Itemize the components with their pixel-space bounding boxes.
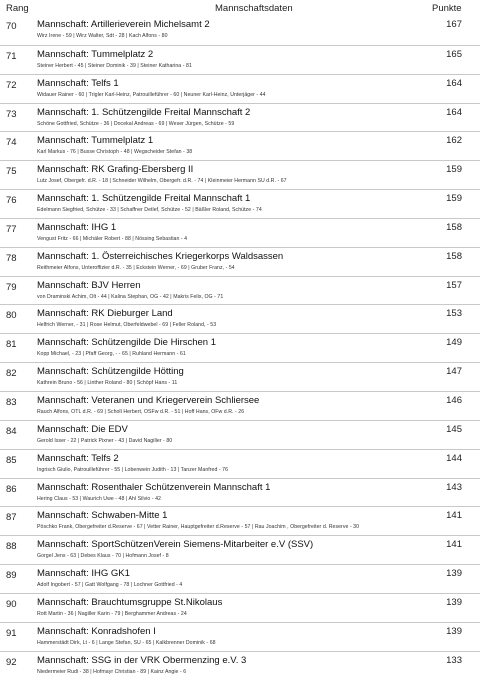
team-name: Mannschaft: Telfs 2 (37, 452, 119, 464)
rank-cell: 85 (6, 454, 17, 466)
points-cell: 165 (446, 48, 462, 60)
team-name: Mannschaft: Brauchtumsgruppe St.Nikolaus (37, 596, 223, 608)
team-members: Karl Markus - 76 | Busse Christoph - 48 | Wegscheider Stefan - 38 (37, 149, 193, 156)
team-name: Mannschaft: Tummelplatz 2 (37, 48, 154, 60)
team-name: Mannschaft: SSG in der VRK Obermenzing e.V. 3 (37, 654, 247, 666)
rank-cell: 78 (6, 252, 17, 264)
table-row (0, 218, 480, 247)
team-name: Mannschaft: 1. Schützengilde Freital Mannschaft 2 (37, 106, 251, 118)
team-members: Adolf Ingobert - 57 | Gatt Wolfgang - 78 | Lochner Gottfried - 4 (37, 582, 183, 589)
table-row (0, 103, 480, 132)
team-members: Kathrein Bruno - 56 | Linther Roland - 80 | Schöpf Hans - 11 (37, 380, 178, 387)
points-cell: 139 (446, 596, 462, 608)
points-cell: 162 (446, 135, 462, 147)
rank-cell: 90 (6, 598, 17, 610)
team-members: Lutz Josef, Obergefr. d.R. - 18 | Schneider Wilhelm, Obergefr. d.R. - 74 | Kleinmeier Hermann SU d.R. - 67 (37, 178, 287, 185)
team-members: Ingrisch Giulio, Patrouilleführer - 55 | Lobenwein Judith - 13 | Tanzer Manfred - 76 (37, 466, 229, 473)
rank-cell: 80 (6, 310, 17, 322)
team-members: Gorgel Jens - 63 | Debes Klaus - 70 | Hofmann Josef - 8 (37, 553, 169, 560)
points-cell: 158 (446, 221, 462, 233)
rank-cell: 92 (6, 656, 17, 668)
rank-cell: 86 (6, 483, 17, 495)
table-row (0, 651, 480, 680)
team-name: Mannschaft: BJV Herren (37, 279, 141, 291)
rank-cell: 91 (6, 627, 17, 639)
ranking-table (0, 16, 480, 679)
rank-cell: 74 (6, 137, 17, 149)
rank-cell: 87 (6, 512, 17, 524)
table-row (0, 45, 480, 74)
table-row (0, 333, 480, 362)
table-row (0, 16, 480, 45)
team-members: Steiner Herbert - 45 | Steiner Dominik - 39 | Steiner Katharina - 81 (37, 62, 192, 69)
team-name: Mannschaft: SportSchützenVerein Siemens-Mitarbeiter e.V (SSV) (37, 539, 314, 551)
table-row (0, 247, 480, 276)
team-name: Mannschaft: IHG 1 (37, 221, 117, 233)
team-name: Mannschaft: Schwaben-Mitte 1 (37, 510, 168, 522)
table-row (0, 391, 480, 420)
team-members: Kopp Michael, - 23 | Pfaff Georg, - - 65 | Ruhland Hermann - 61 (37, 351, 186, 358)
points-cell: 158 (446, 250, 462, 262)
team-members: Hering Claus - 53 | Waurich Uwe - 48 | Ahl Silvio - 42 (37, 495, 161, 502)
team-name: Mannschaft: Artillerieverein Michelsamt 2 (37, 19, 210, 30)
table-row (0, 276, 480, 305)
rank-cell: 89 (6, 570, 17, 582)
table-row (0, 564, 480, 593)
team-members: Helfrich Werner, - 31 | Rose Helmut, Oberfeldwebel - 69 | Feller Roland, - 53 (37, 322, 217, 329)
table-row (0, 506, 480, 535)
table-row (0, 535, 480, 564)
rank-cell: 76 (6, 195, 17, 207)
team-members: Hammerstädt Dirk, Lt - 6 | Lange Stefan, SU - 65 | Kalkbrenner Dominik - 68 (37, 639, 216, 646)
points-cell: 145 (446, 423, 462, 435)
points-cell: 141 (446, 510, 462, 522)
points-cell: 144 (446, 452, 462, 464)
team-members: Widauer Rainer - 60 | Trigler Karl-Heinz, Patrouilleführer - 60 | Neuner Karl-Heinz, Unterjäger - 44 (37, 91, 266, 98)
points-cell: 139 (446, 625, 462, 637)
points-cell: 133 (446, 654, 462, 666)
points-cell: 164 (446, 106, 462, 118)
column-header-points: Punkte (432, 3, 462, 14)
table-row (0, 622, 480, 651)
team-members: Schöne Gottfried, Schütze - 36 | Docekal Andreas - 69 | Weser Jürgen, Schütze - 59 (37, 120, 235, 127)
column-header-rank: Rang (6, 3, 29, 14)
table-row (0, 478, 480, 507)
team-members: Niedermeier Rudi - 38 | Hofmayr Christian - 89 | Kainz Angie - 6 (37, 668, 187, 675)
team-name: Mannschaft: 1. Schützengilde Freital Mannschaft 1 (37, 193, 251, 205)
points-cell: 143 (446, 481, 462, 493)
table-row (0, 449, 480, 478)
team-members: Gerold Isser - 22 | Patrick Pixner - 43 | David Nagiller - 80 (37, 437, 173, 444)
rank-cell: 72 (6, 79, 17, 91)
table-row (0, 593, 480, 622)
points-cell: 159 (446, 164, 462, 176)
rank-cell: 77 (6, 223, 17, 235)
team-name: Mannschaft: Tummelplatz 1 (37, 135, 154, 147)
team-members: Pöschko Frank, Obergefreiter d.Reserve - 67 | Vetter Rainer, Hauptgefreiter d.Reserve - 57 | Rau Joachim , Obergefreiter d. Reserve - 30 (37, 524, 360, 531)
team-name: Mannschaft: RK Grafing-Ebersberg II (37, 164, 194, 176)
team-name: Mannschaft: 1. Österreichisches Kriegerkorps Waldsassen (37, 250, 284, 262)
rank-cell: 75 (6, 166, 17, 178)
table-row (0, 131, 480, 160)
table-row (0, 362, 480, 391)
points-cell: 149 (446, 337, 462, 349)
team-name: Mannschaft: Die EDV (37, 423, 128, 435)
team-members: Rauch Alfons, OTL d.R. - 69 | Scholl Herbert, OSFw d.R. - 51 | Hoff Hans, OFw d.R. - 26 (37, 408, 245, 415)
rank-cell: 88 (6, 541, 17, 553)
points-cell: 159 (446, 193, 462, 205)
rank-cell: 83 (6, 396, 17, 408)
team-name: Mannschaft: Schützengilde Die Hirschen 1 (37, 337, 217, 349)
team-members: von Draminski Achim, Olt - 44 | Kalina Stephan, OG - 42 | Makris Felix, OG - 71 (37, 293, 224, 300)
table-row (0, 189, 480, 218)
team-members: Vengust Fritz - 66 | Michäler Robert - 88 | Nössing Sebastian - 4 (37, 235, 188, 242)
team-name: Mannschaft: Telfs 1 (37, 77, 119, 89)
points-cell: 139 (446, 568, 462, 580)
points-cell: 146 (446, 394, 462, 406)
rank-cell: 82 (6, 368, 17, 380)
points-cell: 153 (446, 308, 462, 320)
table-row (0, 160, 480, 189)
points-cell: 141 (446, 539, 462, 551)
team-members: Edelmann Siegfried, Schütze - 33 | Schaffner Detlef, Schütze - 52 | Bäßler Roland, Schütze - 74 (37, 207, 262, 214)
points-cell: 147 (446, 366, 462, 378)
team-members: Wirz Irene - 59 | Wirz Walter, Sdt - 28 | Kach Alfons - 80 (37, 33, 168, 39)
points-cell: 167 (446, 19, 462, 30)
rank-cell: 81 (6, 339, 17, 351)
table-row (0, 74, 480, 103)
team-name: Mannschaft: Schützengilde Hötting (37, 366, 184, 378)
rank-cell: 71 (6, 50, 17, 62)
team-name: Mannschaft: Konradshofen I (37, 625, 156, 637)
team-name: Mannschaft: IHG GK1 (37, 568, 130, 580)
team-name: Mannschaft: RK Dieburger Land (37, 308, 173, 320)
rank-cell: 73 (6, 108, 17, 120)
team-name: Mannschaft: Veteranen und Kriegerverein Schliersee (37, 394, 260, 406)
team-members: Reithmeier Alfons, Unteroffizier d.R. - 35 | Eckstein Werner, - 69 | Gruber Franz, - 54 (37, 264, 235, 271)
rank-cell: 79 (6, 281, 17, 293)
rank-cell: 70 (6, 21, 17, 32)
points-cell: 157 (446, 279, 462, 291)
column-header-team-data: Mannschaftsdaten (215, 3, 293, 14)
team-name: Mannschaft: Rosenthaler Schützenverein Mannschaft 1 (37, 481, 271, 493)
table-row (0, 304, 480, 333)
points-cell: 164 (446, 77, 462, 89)
team-members: Rott Martin - 36 | Nagiller Karin - 79 | Berghammer Andreas - 24 (37, 610, 187, 617)
rank-cell: 84 (6, 425, 17, 437)
table-row (0, 420, 480, 449)
